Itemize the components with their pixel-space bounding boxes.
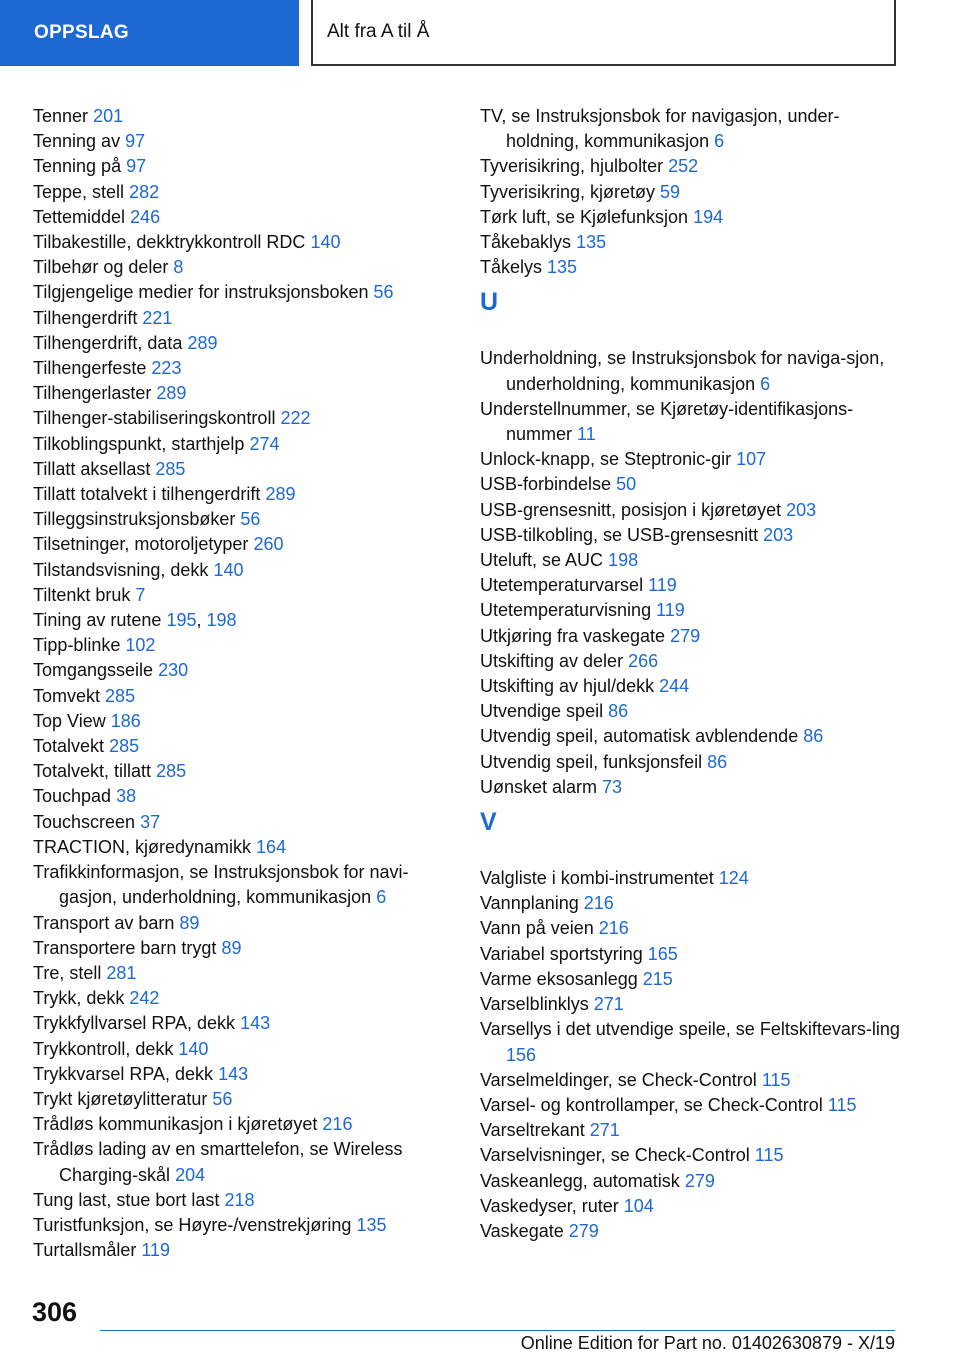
index-term: Touchpad — [33, 786, 112, 807]
page-reference-link[interactable]: 201 — [93, 106, 124, 126]
index-entry — [33, 154, 443, 179]
page-reference-link[interactable]: 242 — [129, 988, 160, 1009]
page-reference-link[interactable]: 115 — [827, 1094, 857, 1115]
page-reference-link[interactable]: 194 — [693, 206, 724, 227]
index-group-t-continued — [480, 104, 900, 280]
index-term: Tilbehør og deler — [33, 257, 169, 278]
index-entry — [480, 674, 900, 699]
index-term: Tillatt totalvekt i tilhengerdrift — [33, 484, 261, 505]
section-letter-v: V — [480, 808, 497, 837]
page-reference-link[interactable]: 285 — [155, 458, 186, 479]
page-reference-link[interactable]: 135 — [576, 232, 607, 253]
index-term: Top View — [33, 710, 106, 731]
page-reference-link[interactable]: 216 — [583, 893, 614, 914]
index-term: Totalvekt — [33, 736, 105, 757]
page-reference-link[interactable]: 204 — [175, 1164, 206, 1185]
index-term: TRACTION, kjøredynamikk — [33, 836, 252, 857]
index-entry — [33, 759, 443, 784]
page-reference-link[interactable]: 156 — [506, 1044, 537, 1065]
index-entry — [480, 598, 900, 623]
footer-rule — [100, 1330, 895, 1331]
page-reference-link[interactable]: 285 — [156, 761, 187, 782]
index-term: Trykk, dekk — [33, 988, 125, 1009]
index-entry — [480, 154, 900, 179]
index-entry — [33, 457, 443, 482]
page-reference-link[interactable]: 6 — [760, 373, 771, 394]
index-entry — [33, 255, 443, 280]
page-reference-link[interactable]: 223 — [151, 358, 182, 379]
page-reference-link[interactable]: 97 — [126, 156, 147, 177]
page-reference-link[interactable]: 215 — [642, 968, 673, 989]
page-reference-link[interactable]: 56 — [373, 282, 394, 303]
page-reference-link[interactable]: 140 — [178, 1038, 209, 1059]
section-spacer — [480, 315, 900, 346]
page-reference-link[interactable]: 271 — [589, 1120, 620, 1141]
index-column-right — [480, 104, 900, 1244]
index-entry — [33, 810, 443, 835]
index-entry — [480, 992, 900, 1017]
index-column-left — [33, 104, 443, 1263]
page-reference-link[interactable]: 119 — [656, 600, 685, 621]
index-term: Trykt kjøretøylitteratur — [33, 1088, 208, 1109]
index-term: Tillatt aksellast — [33, 458, 151, 479]
index-entry — [480, 891, 900, 916]
index-entry — [480, 750, 900, 775]
index-entry — [480, 573, 900, 598]
index-entry — [33, 911, 443, 936]
footer-edition — [245, 1333, 895, 1354]
index-term: Trykkvarsel RPA, dekk — [33, 1063, 214, 1084]
page-reference-link[interactable]: 89 — [221, 937, 242, 958]
index-entry — [480, 1219, 900, 1244]
index-entry — [33, 381, 443, 406]
page-reference-link[interactable]: 285 — [105, 685, 136, 706]
page-reference-link[interactable]: 266 — [628, 650, 659, 671]
index-term: Totalvekt, tillatt — [33, 761, 152, 782]
page-reference-link[interactable]: 6 — [376, 887, 387, 908]
index-term: Tåkelys — [480, 257, 543, 278]
page-reference-link[interactable]: 11 — [577, 424, 596, 445]
page-reference-link[interactable]: 6 — [714, 131, 725, 152]
page-reference-link[interactable]: 203 — [786, 499, 817, 520]
index-entry — [33, 860, 443, 910]
index-group-u — [480, 346, 900, 800]
page-reference-link[interactable]: 222 — [280, 408, 311, 429]
index-term: Uønsket alarm — [480, 776, 598, 797]
index-term: Varselmeldinger, se Check-Control — [480, 1069, 757, 1090]
index-term: Turistfunksjon, se Høyre-/venstrekjøring — [33, 1214, 352, 1235]
index-group-v — [480, 866, 900, 1244]
index-term: Uteluft, se AUC — [480, 550, 604, 571]
page-reference-link[interactable]: 198 — [608, 550, 639, 571]
index-entry — [33, 230, 443, 255]
index-term: Utkjøring fra vaskegate — [480, 625, 666, 646]
index-entry — [480, 1093, 900, 1118]
index-term: Teppe, stell — [33, 181, 125, 202]
page-reference-link[interactable]: 56 — [212, 1088, 233, 1109]
index-entry — [33, 734, 443, 759]
index-term: Unlock-knapp, se Steptronic-gir — [480, 449, 732, 470]
page-reference-link[interactable]: 198 — [206, 610, 237, 631]
index-entry — [33, 961, 443, 986]
edition-text: Online Edition for Part no. 01402630879 - X/19 — [520, 1333, 895, 1353]
page-header — [0, 0, 960, 66]
index-entry — [33, 709, 443, 734]
page-reference-link[interactable]: 86 — [608, 701, 629, 722]
index-term: Tilsetninger, motoroljetyper — [33, 534, 249, 555]
index-term: Trafikkinformasjon, se Instruksjonsbok for navi-gasjon, underholdning, kommunikasjon — [33, 862, 409, 908]
index-term: Vann på veien — [480, 918, 594, 939]
index-term: Underholdning, se Instruksjonsbok for naviga-sjon, underholdning, kommunikasjon — [480, 348, 885, 394]
index-term: Varselblinklys — [480, 994, 589, 1015]
index-term: Varsel- og kontrollamper, se Check-Control — [480, 1094, 823, 1115]
index-term: Varseltrekant — [480, 1120, 585, 1141]
index-entry — [33, 482, 443, 507]
index-entry — [480, 1169, 900, 1194]
page-reference-link[interactable]: 289 — [265, 484, 296, 505]
page-reference-link[interactable]: 73 — [602, 776, 623, 797]
index-entry — [33, 1037, 443, 1062]
index-term: Tilleggsinstruksjonsbøker — [33, 509, 236, 530]
index-term: Utvendig speil, automatisk avblendende — [480, 726, 799, 747]
index-term: Trådløs kommunikasjon i kjøretøyet — [33, 1114, 318, 1135]
page-reference-link[interactable]: 164 — [256, 836, 287, 857]
index-term: Tilgjengelige medier for instruksjonsboken — [33, 282, 369, 303]
index-term: Transportere barn trygt — [33, 937, 217, 958]
page-reference-link[interactable]: 107 — [736, 449, 767, 470]
index-entry — [480, 649, 900, 674]
index-term: Trykkontroll, dekk — [33, 1038, 174, 1059]
page-reference-link[interactable]: 281 — [106, 962, 137, 983]
index-entry — [33, 658, 443, 683]
index-entry — [480, 1017, 900, 1067]
page-reference-link[interactable]: 8 — [173, 257, 184, 278]
index-entry — [480, 397, 900, 447]
index-entry — [33, 1137, 443, 1187]
index-entry — [33, 1213, 443, 1238]
index-term: Vaskeanlegg, automatisk — [480, 1170, 680, 1191]
index-term: Touchscreen — [33, 811, 136, 832]
index-term: Tyverisikring, kjøretøy — [480, 181, 656, 202]
index-entry — [480, 1068, 900, 1093]
index-entry — [480, 255, 900, 280]
index-entry — [480, 916, 900, 941]
index-entry — [480, 624, 900, 649]
index-entry — [33, 936, 443, 961]
index-term: Tomgangsseile — [33, 660, 154, 681]
index-entry — [33, 129, 443, 154]
index-term: USB-grensesnitt, posisjon i kjøretøyet — [480, 499, 782, 520]
section-spacer — [480, 800, 900, 810]
index-entry — [480, 498, 900, 523]
index-term: Tilhengerfeste — [33, 358, 147, 379]
page-reference-link[interactable]: 135 — [356, 1214, 387, 1235]
page-reference-link[interactable]: 279 — [684, 1170, 715, 1191]
page-number: 306 — [32, 1297, 78, 1327]
index-term: Tyverisikring, hjulbolter — [480, 156, 664, 177]
index-term: Vaskedyser, ruter — [480, 1195, 619, 1216]
index-term: Utetemperaturvisning — [480, 600, 652, 621]
page-reference-link[interactable]: 119 — [141, 1240, 171, 1261]
index-entry — [33, 1062, 443, 1087]
index-entry — [480, 775, 900, 800]
index-entry — [480, 1118, 900, 1143]
index-entry — [480, 548, 900, 573]
page-reference-link[interactable]: 115 — [761, 1069, 791, 1090]
index-term: Tilhengerdrift — [33, 307, 138, 328]
index-entry — [480, 699, 900, 724]
index-entry — [33, 280, 443, 305]
page-reference-link[interactable]: 143 — [218, 1063, 249, 1084]
index-term: Vannplaning — [480, 893, 579, 914]
index-entry — [33, 180, 443, 205]
page-reference-link[interactable]: 260 — [253, 534, 284, 555]
index-term: Tåkebaklys — [480, 232, 572, 253]
page-reference-link[interactable]: 244 — [659, 676, 690, 697]
page-reference-link[interactable]: 86 — [707, 751, 728, 772]
index-entry — [33, 507, 443, 532]
index-entry — [480, 180, 900, 205]
index-entry — [33, 784, 443, 809]
index-entry — [480, 104, 900, 154]
page-reference-link[interactable]: 140 — [213, 559, 244, 580]
page-reference-link[interactable]: 186 — [110, 710, 141, 731]
index-entry: Tining av rutene 195, 198 — [33, 610, 237, 631]
index-entry — [33, 1112, 443, 1137]
page-reference-link[interactable]: 38 — [116, 786, 137, 807]
index-entry — [33, 432, 443, 457]
index-entry — [33, 1011, 443, 1036]
index-entry — [480, 523, 900, 548]
section-tab — [0, 0, 299, 66]
chapter-title: Alt fra A til Å — [327, 21, 430, 42]
index-term: USB-forbindelse — [480, 474, 612, 495]
index-entry — [480, 724, 900, 749]
index-term: Tipp-blinke — [33, 635, 121, 656]
index-term: Utskifting av hjul/dekk — [480, 676, 655, 697]
page-reference-link[interactable]: 203 — [763, 524, 794, 545]
page-reference-link[interactable]: 124 — [718, 868, 749, 889]
index-term: Tilbakestille, dekktrykkontroll RDC — [33, 232, 306, 253]
page-reference-link[interactable]: 274 — [249, 433, 280, 454]
page-reference-link[interactable]: 279 — [568, 1220, 599, 1241]
page-reference-link[interactable]: 195 — [166, 610, 197, 631]
page-reference-link[interactable]: 279 — [670, 625, 701, 646]
index-entry — [480, 967, 900, 992]
index-entry — [33, 306, 443, 331]
index-term: Tenner — [33, 106, 89, 126]
index-term: TV, se Instruksjonsbok for navigasjon, under-holdning, kommunikasjon — [480, 106, 840, 152]
index-entry — [480, 346, 900, 396]
page-reference-link[interactable]: 7 — [135, 584, 146, 605]
page-reference-link[interactable]: 252 — [668, 156, 699, 177]
index-term: Tining av rutene — [33, 610, 162, 631]
page-reference-link[interactable]: 56 — [240, 509, 261, 530]
page-reference-link[interactable]: 289 — [187, 332, 218, 353]
index-entry — [33, 205, 443, 230]
index-term: Tomvekt — [33, 685, 101, 706]
index-term: Tiltenkt bruk — [33, 584, 131, 605]
page-reference-link[interactable]: 271 — [593, 994, 624, 1015]
index-term: Tilstandsvisning, dekk — [33, 559, 209, 580]
page-reference-link[interactable]: 104 — [623, 1195, 654, 1216]
index-term: Understellnummer, se Kjøretøy-identifikasjons-nummer — [480, 398, 854, 445]
index-term: Valgliste i kombi-instrumentet — [480, 868, 714, 889]
index-entry — [33, 558, 443, 583]
index-entry — [480, 1194, 900, 1219]
section-letter-u: U — [480, 288, 499, 317]
page-reference-link[interactable]: 285 — [109, 736, 140, 757]
index-term: Tilkoblingspunkt, starthjelp — [33, 433, 245, 454]
page-reference-link[interactable]: 140 — [310, 232, 341, 253]
section-spacer — [480, 835, 900, 866]
page-reference-link[interactable]: 86 — [803, 726, 824, 747]
index-term: Utskifting av deler — [480, 650, 624, 671]
index-entry — [33, 684, 443, 709]
page-reference-link[interactable]: 135 — [547, 257, 578, 278]
index-entry — [33, 583, 443, 608]
index-term: Turtallsmåler — [33, 1240, 137, 1261]
index-term: Varme eksosanlegg — [480, 968, 638, 989]
index-term: Variabel sportstyring — [480, 943, 643, 964]
page-reference-link[interactable]: 230 — [158, 660, 189, 681]
page-reference-link[interactable]: 165 — [647, 943, 678, 964]
page-reference-link[interactable]: 289 — [156, 383, 187, 404]
page-reference-link[interactable]: 246 — [130, 206, 161, 227]
page-reference-link[interactable]: 115 — [754, 1145, 784, 1166]
index-term: Utetemperaturvarsel — [480, 575, 644, 596]
page-reference-link[interactable]: 37 — [140, 811, 161, 832]
page-reference-link[interactable]: 97 — [125, 131, 146, 152]
index-entry — [33, 1238, 443, 1263]
page-reference-link[interactable]: 216 — [598, 918, 629, 939]
index-entry — [33, 331, 443, 356]
index-term: Vaskegate — [480, 1220, 564, 1241]
index-term: Tørk luft, se Kjølefunksjon — [480, 206, 689, 227]
index-term: Tenning av — [33, 131, 121, 152]
index-entry — [480, 472, 900, 497]
index-term: Tre, stell — [33, 962, 102, 983]
index-entry — [33, 835, 443, 860]
page-reference-link[interactable]: 119 — [648, 575, 677, 596]
index-term: Tilhengerdrift, data — [33, 332, 183, 353]
index-term: Trådløs lading av en smarttelefon, se Wireless Charging-skål — [33, 1139, 403, 1185]
index-entry — [33, 633, 443, 658]
page-reference-link[interactable]: 216 — [322, 1114, 353, 1135]
page-reference-link[interactable]: 143 — [240, 1013, 271, 1034]
section-spacer — [480, 280, 900, 290]
index-term: Trykkfyllvarsel RPA, dekk — [33, 1013, 236, 1034]
page-reference-link[interactable]: 89 — [179, 912, 200, 933]
index-term: Tenning på — [33, 156, 122, 177]
index-entry — [480, 205, 900, 230]
index-term: Varsellys i det utvendige speile, se Feltskiftevars-ling — [480, 1019, 900, 1040]
page-reference-link[interactable]: 218 — [224, 1189, 255, 1210]
page-reference-link[interactable]: 59 — [660, 181, 681, 202]
index-entry — [480, 230, 900, 255]
page-reference-link[interactable]: 282 — [129, 181, 160, 202]
page-reference-link[interactable]: 221 — [142, 307, 173, 328]
index-term: Tung last, stue bort last — [33, 1189, 220, 1210]
index-entry — [33, 532, 443, 557]
index-entry — [33, 406, 443, 431]
chapter-tab — [311, 0, 896, 66]
index-entry — [33, 986, 443, 1011]
index-entry — [33, 1188, 443, 1213]
index-entry — [480, 866, 900, 891]
page-reference-link[interactable]: 102 — [125, 635, 156, 656]
index-entry — [33, 356, 443, 381]
index-entry — [33, 1087, 443, 1112]
section-label: OPPSLAG — [34, 22, 130, 43]
index-entry — [480, 1143, 900, 1168]
index-term: Utvendig speil, funksjonsfeil — [480, 751, 703, 772]
index-term: Tilhengerlaster — [33, 383, 152, 404]
index-term: Utvendige speil — [480, 701, 604, 722]
index-term: USB-tilkobling, se USB-grensesnitt — [480, 524, 759, 545]
index-term: Tilhenger-stabiliseringskontroll — [33, 408, 276, 429]
index-term: Transport av barn — [33, 912, 175, 933]
index-term: Varselvisninger, se Check-Control — [480, 1145, 750, 1166]
index-entry — [480, 942, 900, 967]
index-term: Tettemiddel — [33, 206, 126, 227]
index-entry — [33, 104, 443, 129]
page-reference-link[interactable]: 50 — [616, 474, 637, 495]
index-entry — [480, 447, 900, 472]
